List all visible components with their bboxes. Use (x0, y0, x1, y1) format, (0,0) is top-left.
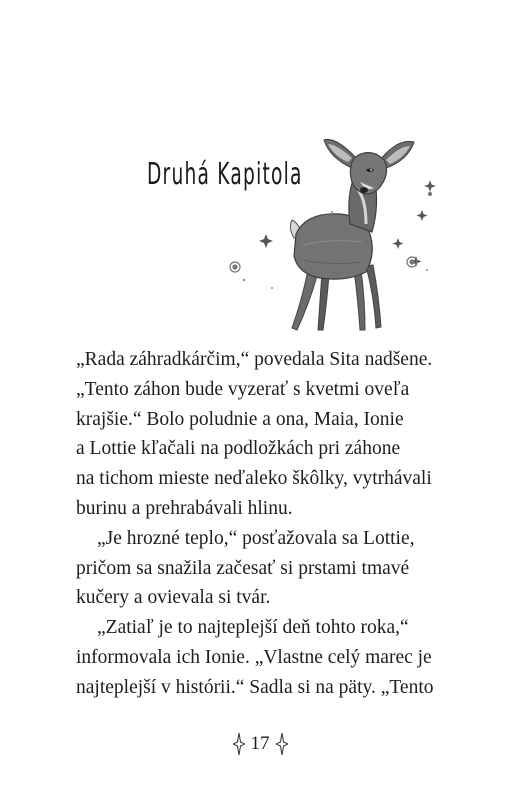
text-line: najteplejší v histórii.“ Sadla si na päty. „Tento (76, 676, 434, 698)
text-line: burinu a prehrabávali hlinu. (76, 497, 293, 519)
deer-illustration (222, 120, 452, 340)
text-line: a Lottie kľačali na podložkách pri záhone (76, 438, 401, 460)
paragraph (76, 345, 450, 524)
text-line: „Zatiaľ je to najteplejší deň tohto roka,“ (97, 617, 409, 639)
text-line: „Tento záhon bude vyzerať s kvetmi oveľa (76, 378, 410, 400)
body-text (76, 345, 450, 703)
ornament-right-icon (276, 733, 288, 755)
page-number: 17 (250, 733, 270, 754)
text-line: kučery a ovievala si tvár. (76, 587, 271, 609)
ornament-left-icon (233, 733, 245, 755)
text-line: na tichom mieste neďaleko škôlky, vytrhávali (76, 468, 432, 490)
text-line: pričom sa snažila začesať si prstami tmavé (76, 557, 410, 579)
text-line: krajšie.“ Bolo poludnie a ona, Maia, Ionie (76, 408, 404, 430)
paragraph (76, 613, 450, 702)
text-line: informovala ich Ionie. „Vlastne celý marec je (76, 646, 432, 668)
paragraph (76, 524, 450, 613)
text-line: „Je hrozné teplo,“ posťažovala sa Lottie, (97, 527, 415, 549)
page-footer (0, 733, 520, 755)
text-line: „Rada záhradkárčim,“ povedala Sita nadšene. (76, 349, 433, 370)
chapter-title: Druhá Kapitola (147, 157, 303, 192)
